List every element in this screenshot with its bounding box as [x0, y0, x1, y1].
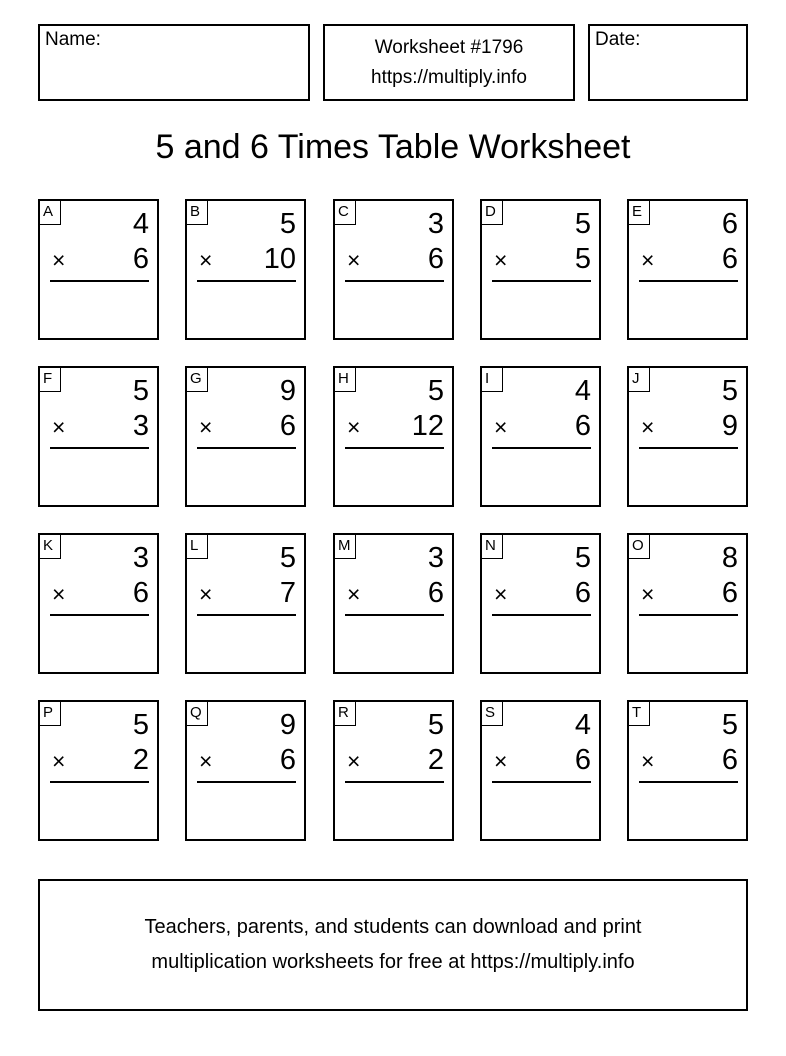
multiplicand: 9	[279, 709, 296, 741]
multiplier: 12	[411, 410, 444, 442]
problem-letter: S	[482, 702, 503, 726]
multiplicand: 8	[721, 542, 738, 574]
problem-card[interactable]	[333, 199, 454, 340]
times-sign: ×	[641, 581, 655, 607]
multiplicand: 9	[279, 375, 296, 407]
problem-letter: J	[629, 368, 650, 392]
multiplier: 3	[132, 410, 149, 442]
times-sign: ×	[641, 247, 655, 273]
problem-card[interactable]	[38, 366, 159, 507]
multiplicand: 6	[721, 208, 738, 240]
problem-letter: I	[482, 368, 503, 392]
multiplier: 6	[574, 410, 591, 442]
multiplicand: 5	[132, 375, 149, 407]
answer-rule	[197, 447, 296, 449]
problem-letter: R	[335, 702, 356, 726]
worksheet-url: https://multiply.info	[371, 66, 527, 88]
problem-letter: M	[335, 535, 356, 559]
problem-card[interactable]	[38, 199, 159, 340]
problem-card[interactable]	[38, 700, 159, 841]
answer-rule	[639, 280, 738, 282]
problem-card[interactable]	[627, 199, 748, 340]
times-sign: ×	[494, 414, 508, 440]
multiplicand: 3	[427, 208, 444, 240]
answer-rule	[197, 781, 296, 783]
multiplier: 9	[721, 410, 738, 442]
date-label: Date:	[595, 29, 641, 50]
answer-rule	[345, 614, 444, 616]
answer-rule	[345, 781, 444, 783]
multiplicand: 5	[279, 208, 296, 240]
times-sign: ×	[641, 414, 655, 440]
times-sign: ×	[641, 748, 655, 774]
problem-letter: O	[629, 535, 650, 559]
multiplier: 6	[132, 577, 149, 609]
problem-card[interactable]	[627, 700, 748, 841]
multiplier: 7	[279, 577, 296, 609]
problem-card[interactable]	[627, 366, 748, 507]
times-sign: ×	[347, 247, 361, 273]
worksheet-info-box	[323, 24, 575, 101]
problem-card[interactable]	[333, 366, 454, 507]
multiplicand: 5	[574, 542, 591, 574]
problem-letter: G	[187, 368, 208, 392]
multiplier: 10	[263, 243, 296, 275]
answer-rule	[50, 280, 149, 282]
multiplier: 6	[279, 744, 296, 776]
times-sign: ×	[494, 748, 508, 774]
times-sign: ×	[347, 581, 361, 607]
multiplier: 6	[427, 243, 444, 275]
problem-letter: T	[629, 702, 650, 726]
times-sign: ×	[52, 414, 66, 440]
multiplier: 6	[574, 744, 591, 776]
problem-letter: N	[482, 535, 503, 559]
multiplier: 6	[721, 243, 738, 275]
times-sign: ×	[199, 247, 213, 273]
problem-card[interactable]	[333, 700, 454, 841]
multiplicand: 3	[132, 542, 149, 574]
multiplier: 2	[427, 744, 444, 776]
problem-letter: P	[40, 702, 61, 726]
multiplicand: 5	[574, 208, 591, 240]
problem-card[interactable]	[333, 533, 454, 674]
answer-rule	[345, 280, 444, 282]
multiplicand: 4	[574, 709, 591, 741]
problem-letter: B	[187, 201, 208, 225]
problem-letter: E	[629, 201, 650, 225]
footer-line-1: Teachers, parents, and students can download and print	[144, 916, 642, 938]
problem-card[interactable]	[185, 533, 306, 674]
answer-rule	[345, 447, 444, 449]
answer-rule	[639, 614, 738, 616]
problem-card[interactable]	[480, 366, 601, 507]
answer-rule	[197, 614, 296, 616]
times-sign: ×	[52, 581, 66, 607]
multiplicand: 5	[721, 709, 738, 741]
multiplier: 6	[721, 744, 738, 776]
problem-card[interactable]	[185, 700, 306, 841]
times-sign: ×	[52, 247, 66, 273]
times-sign: ×	[199, 748, 213, 774]
problem-letter: Q	[187, 702, 208, 726]
problem-letter: D	[482, 201, 503, 225]
date-field-box[interactable]	[588, 24, 748, 101]
problem-card[interactable]	[480, 533, 601, 674]
problem-letter: K	[40, 535, 61, 559]
problem-card[interactable]	[38, 533, 159, 674]
problem-letter: A	[40, 201, 61, 225]
multiplier: 6	[574, 577, 591, 609]
problem-card[interactable]	[480, 199, 601, 340]
answer-rule	[492, 280, 591, 282]
multiplier: 5	[574, 243, 591, 275]
times-sign: ×	[494, 247, 508, 273]
times-sign: ×	[199, 414, 213, 440]
problem-card[interactable]	[185, 366, 306, 507]
multiplicand: 5	[427, 375, 444, 407]
multiplicand: 3	[427, 542, 444, 574]
multiplier: 6	[132, 243, 149, 275]
answer-rule	[50, 614, 149, 616]
problem-card[interactable]	[185, 199, 306, 340]
answer-rule	[492, 781, 591, 783]
problem-letter: H	[335, 368, 356, 392]
worksheet-number: Worksheet #1796	[374, 36, 524, 58]
multiplier: 6	[279, 410, 296, 442]
footer-line-2: multiplication worksheets for free at https://multiply.info	[151, 951, 635, 973]
answer-rule	[50, 781, 149, 783]
answer-rule	[492, 447, 591, 449]
multiplicand: 5	[279, 542, 296, 574]
answer-rule	[50, 447, 149, 449]
multiplier: 6	[721, 577, 738, 609]
times-sign: ×	[347, 748, 361, 774]
problem-card[interactable]	[480, 700, 601, 841]
name-label: Name:	[45, 29, 101, 50]
problem-letter: F	[40, 368, 61, 392]
answer-rule	[492, 614, 591, 616]
problem-card[interactable]	[627, 533, 748, 674]
times-sign: ×	[347, 414, 361, 440]
times-sign: ×	[52, 748, 66, 774]
multiplicand: 5	[132, 709, 149, 741]
problem-letter: L	[187, 535, 208, 559]
times-sign: ×	[199, 581, 213, 607]
multiplicand: 5	[427, 709, 444, 741]
answer-rule	[639, 447, 738, 449]
problem-letter: C	[335, 201, 356, 225]
multiplicand: 5	[721, 375, 738, 407]
answer-rule	[639, 781, 738, 783]
multiplicand: 4	[574, 375, 591, 407]
times-sign: ×	[494, 581, 508, 607]
page-title: 5 and 6 Times Table Worksheet	[155, 128, 631, 166]
multiplicand: 4	[132, 208, 149, 240]
multiplier: 6	[427, 577, 444, 609]
answer-rule	[197, 280, 296, 282]
footer-box	[38, 879, 748, 1011]
name-field-box[interactable]	[38, 24, 310, 101]
multiplier: 2	[132, 744, 149, 776]
